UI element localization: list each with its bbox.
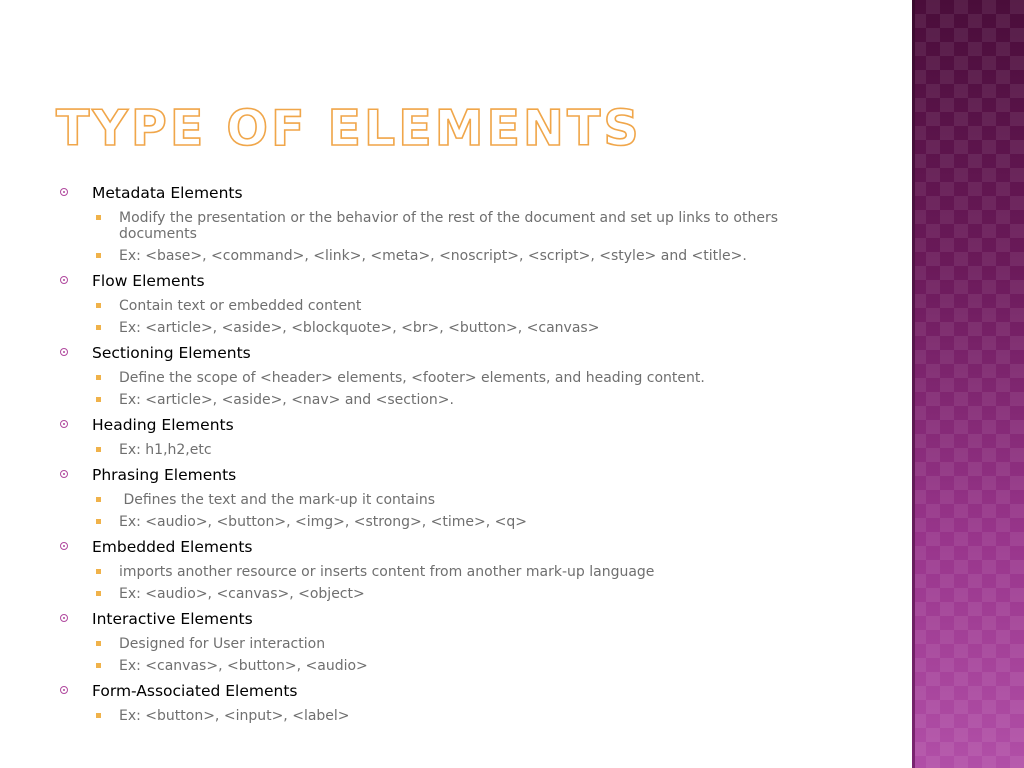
section-flow	[60, 270, 800, 336]
square-bullet-icon	[96, 325, 101, 330]
level1-item	[60, 536, 800, 558]
section-heading: Metadata Elements	[92, 184, 243, 202]
level2-item	[60, 210, 800, 242]
diamond-pattern	[912, 0, 1024, 768]
section-heading: Sectioning Elements	[92, 344, 251, 362]
level1-item	[60, 182, 800, 204]
level1-item	[60, 342, 800, 364]
slide-title: TYPE OF ELEMENTS	[56, 100, 642, 157]
section-phrasing	[60, 464, 800, 530]
circle-bullet-icon	[60, 348, 68, 356]
level2-item	[60, 586, 800, 602]
section-heading: Interactive Elements	[92, 610, 253, 628]
level2-item	[60, 708, 800, 724]
square-bullet-icon	[96, 713, 101, 718]
square-bullet-icon	[96, 663, 101, 668]
level2-item	[60, 248, 800, 264]
item-text: Defines the text and the mark-up it contains	[119, 492, 436, 508]
side-band-edge	[912, 0, 915, 768]
section-heading-elements	[60, 414, 800, 458]
circle-bullet-icon	[60, 188, 68, 196]
item-text: Ex: <canvas>, <button>, <audio>	[119, 658, 368, 674]
level2-item	[60, 442, 800, 458]
circle-bullet-icon	[60, 276, 68, 284]
square-bullet-icon	[96, 569, 101, 574]
section-form-associated	[60, 680, 800, 724]
square-bullet-icon	[96, 215, 101, 220]
item-text: Ex: <article>, <aside>, <nav> and <section>.	[119, 392, 454, 408]
section-heading: Flow Elements	[92, 272, 205, 290]
item-text: Define the scope of <header> elements, <footer> elements, and heading content.	[119, 370, 705, 386]
level2-item	[60, 298, 800, 314]
square-bullet-icon	[96, 397, 101, 402]
level2-item	[60, 514, 800, 530]
square-bullet-icon	[96, 519, 101, 524]
item-text: Ex: <article>, <aside>, <blockquote>, <br>, <button>, <canvas>	[119, 320, 600, 336]
square-bullet-icon	[96, 253, 101, 258]
section-heading: Phrasing Elements	[92, 466, 237, 484]
item-text: Ex: h1,h2,etc	[119, 442, 212, 458]
bullet-list	[60, 180, 800, 724]
level2-item	[60, 492, 800, 508]
level1-item	[60, 414, 800, 436]
section-interactive	[60, 608, 800, 674]
item-text: Modify the presentation or the behavior of the rest of the document and set up links to others documents	[119, 210, 778, 242]
square-bullet-icon	[96, 303, 101, 308]
section-sectioning	[60, 342, 800, 408]
item-text: Contain text or embedded content	[119, 298, 362, 314]
section-embedded	[60, 536, 800, 602]
level2-item	[60, 320, 800, 336]
circle-bullet-icon	[60, 686, 68, 694]
item-text: Ex: <button>, <input>, <label>	[119, 708, 350, 724]
level1-item	[60, 270, 800, 292]
circle-bullet-icon	[60, 420, 68, 428]
circle-bullet-icon	[60, 542, 68, 550]
level1-item	[60, 680, 800, 702]
item-text: Ex: <base>, <command>, <link>, <meta>, <noscript>, <script>, <style> and <title>.	[119, 248, 747, 264]
section-heading: Embedded Elements	[92, 538, 253, 556]
section-heading: Form-Associated Elements	[92, 682, 298, 700]
section-heading: Heading Elements	[92, 416, 234, 434]
square-bullet-icon	[96, 497, 101, 502]
level2-item	[60, 392, 800, 408]
item-text: Designed for User interaction	[119, 636, 326, 652]
level2-item	[60, 658, 800, 674]
level2-item	[60, 370, 800, 386]
square-bullet-icon	[96, 447, 101, 452]
section-metadata	[60, 182, 800, 264]
level1-item	[60, 464, 800, 486]
item-text: Ex: <audio>, <button>, <img>, <strong>, <time>, <q>	[119, 514, 528, 530]
item-text: imports another resource or inserts content from another mark-up language	[119, 564, 655, 580]
level2-item	[60, 636, 800, 652]
level1-item	[60, 608, 800, 630]
square-bullet-icon	[96, 375, 101, 380]
square-bullet-icon	[96, 591, 101, 596]
decorative-side-band	[912, 0, 1024, 768]
circle-bullet-icon	[60, 470, 68, 478]
circle-bullet-icon	[60, 614, 68, 622]
level2-item	[60, 564, 800, 580]
item-text: Ex: <audio>, <canvas>, <object>	[119, 586, 365, 602]
square-bullet-icon	[96, 641, 101, 646]
